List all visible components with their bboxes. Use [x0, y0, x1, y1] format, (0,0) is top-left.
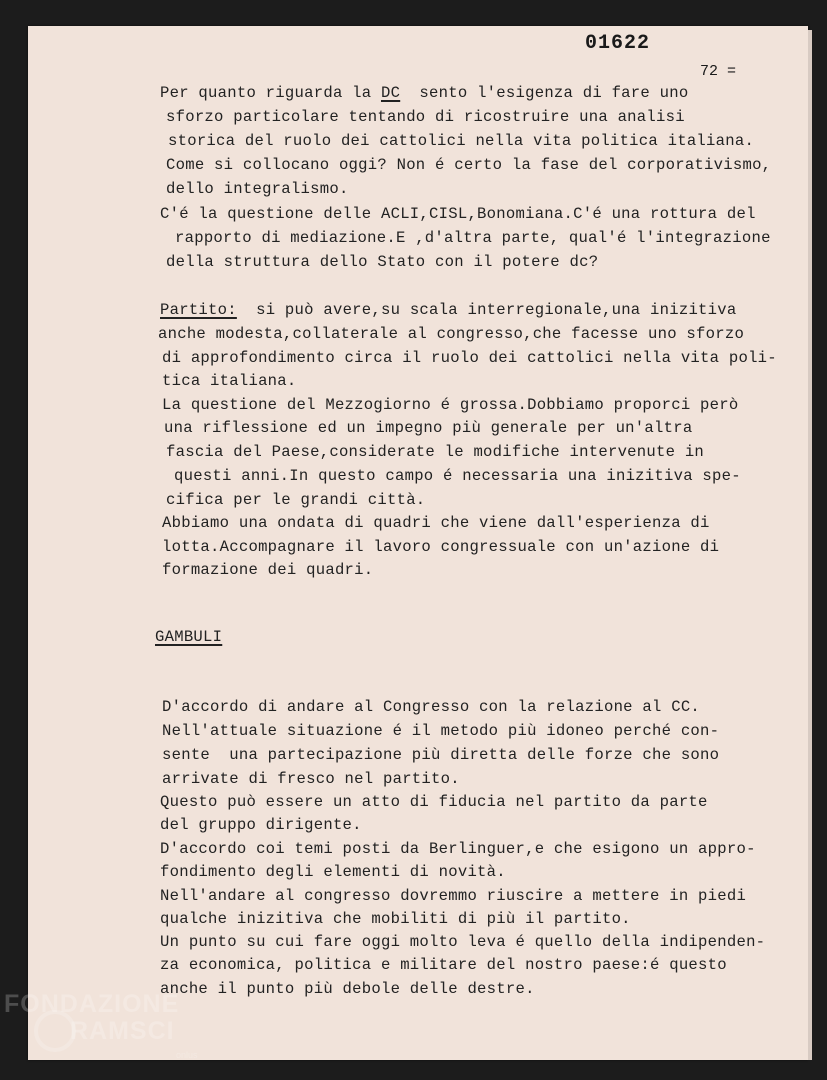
text-line: fondimento degli elementi di novità.	[160, 863, 506, 881]
text-line: arrivate di fresco nel partito.	[162, 770, 460, 788]
text-line: sente una partecipazione più diretta delle forze che sono	[162, 746, 720, 764]
text-line: formazione dei quadri.	[162, 561, 374, 579]
speaker-heading: GAMBULI	[155, 628, 223, 646]
text-line: una riflessione ed un impegno più generale per un'altra	[164, 419, 693, 437]
page-number: 72 =	[700, 63, 737, 80]
text-segment: Per quanto riguarda la	[160, 84, 372, 102]
text-line: questi anni.In questo campo é necessaria una inizitiva spe-	[174, 467, 741, 485]
watermark-logo-line2: RAMSCI	[70, 1017, 175, 1045]
text-line: di approfondimento circa il ruolo dei cattolici nella vita poli-	[162, 349, 777, 367]
text-line: C'é la questione delle ACLI,CISL,Bonomiana.C'é una rottura del	[160, 205, 756, 223]
text-line: della struttura dello Stato con il potere dc?	[166, 253, 599, 271]
text-line: tica italiana.	[162, 372, 297, 390]
text-line: anche modesta,collaterale al congresso,che facesse uno sforzo	[158, 325, 745, 343]
section-heading-partito: Partito:	[160, 301, 237, 319]
text-line: anche il punto più debole delle destre.	[160, 980, 535, 998]
text-line: sforzo particolare tentando di ricostruire una analisi	[166, 108, 685, 126]
text-line: fascia del Paese,considerate le modifiche intervenute in	[166, 443, 705, 461]
underlined-term: DC	[380, 84, 401, 102]
text-line: cifica per le grandi città.	[166, 491, 426, 509]
text-line	[160, 84, 688, 102]
text-line	[160, 301, 736, 319]
watermark-logo-line1: FONDAZIONE	[4, 990, 180, 1018]
text-segment: si può avere,su scala interregionale,una inizitiva	[256, 301, 737, 319]
text-line: del gruppo dirigente.	[160, 816, 362, 834]
text-line: rapporto di mediazione.E ,d'altra parte, qual'é l'integrazione	[175, 229, 771, 247]
text-line: za economica, politica e militare del nostro paese:é questo	[160, 956, 727, 974]
text-segment: sento l'esigenza di fare uno	[419, 84, 689, 102]
page-edge	[808, 30, 812, 1060]
text-line: lotta.Accompagnare il lavoro congressuale con un'azione di	[162, 538, 720, 556]
text-line: La questione del Mezzogiorno é grossa.Dobbiamo proporci però	[162, 396, 739, 414]
text-line: Un punto su cui fare oggi molto leva é quello della indipenden-	[160, 933, 766, 951]
text-line: Questo può essere un atto di fiducia nel partito da parte	[160, 793, 708, 811]
text-line: D'accordo coi temi posti da Berlinguer,e che esigono un appro-	[160, 840, 756, 858]
document-number: 01622	[585, 32, 651, 55]
text-line: dello integralismo.	[166, 180, 349, 198]
text-line: Come si collocano oggi? Non é certo la fase del corporativismo,	[166, 156, 772, 174]
text-line: storica del ruolo dei cattolici nella vita politica italiana.	[168, 132, 755, 150]
text-line: Nell'andare al congresso dovremmo riuscire a mettere in piedi	[160, 887, 747, 905]
text-line: Nell'attuale situazione é il metodo più idoneo perché con-	[162, 722, 720, 740]
watermark-small-text: onlus	[176, 1050, 198, 1060]
text-line: D'accordo di andare al Congresso con la relazione al CC.	[162, 698, 701, 716]
text-line: qualche inizitiva che mobiliti di più il partito.	[160, 910, 631, 928]
text-line: Abbiamo una ondata di quadri che viene dall'esperienza di	[162, 514, 710, 532]
